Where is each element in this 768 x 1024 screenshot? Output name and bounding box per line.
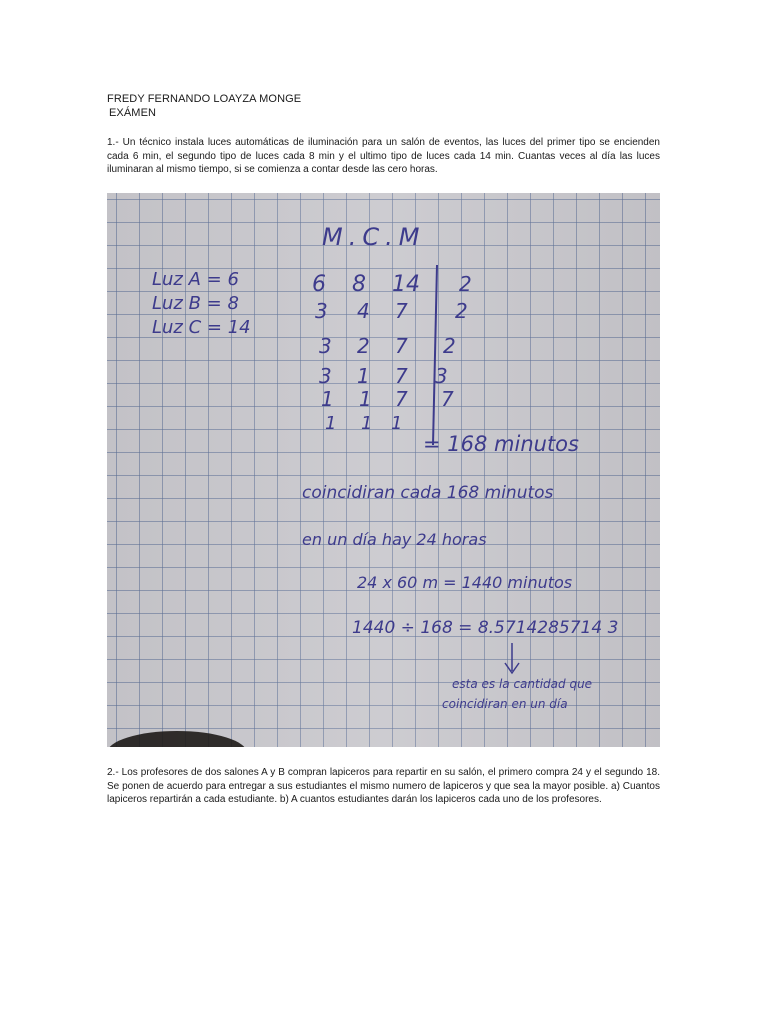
hw-cell: 14 — [392, 272, 420, 297]
student-name: FREDY FERNANDO LOAYZA MONGE — [107, 93, 302, 105]
hw-divisor: 2 — [443, 334, 456, 358]
hw-cell: 1 — [325, 413, 337, 434]
hw-light-c: Luz C = 14 — [152, 317, 251, 338]
hw-title: M.C.M — [322, 223, 426, 251]
hw-cell: 3 — [319, 334, 332, 358]
hw-result: = 168 minutos — [423, 432, 579, 456]
hw-cell: 7 — [395, 387, 408, 411]
hw-cell: 1 — [359, 387, 372, 411]
hw-cell: 1 — [361, 413, 373, 434]
hw-divisor: 3 — [435, 364, 448, 388]
thumb-shadow — [107, 731, 247, 747]
hw-line-2: en un día hay 24 horas — [302, 530, 487, 549]
hw-cell: 8 — [352, 272, 366, 297]
exam-title: EXÁMEN — [109, 107, 157, 119]
hw-cell: 4 — [357, 299, 370, 323]
hw-light-a: Luz A = 6 — [152, 269, 239, 290]
hw-divisor: 7 — [441, 387, 454, 411]
hw-divisor: 2 — [459, 272, 472, 296]
hw-cell: 6 — [312, 272, 326, 297]
hw-light-b: Luz B = 8 — [152, 293, 239, 314]
hw-line-4: 1440 ÷ 168 = 8.5714285714 3 — [352, 618, 619, 638]
hw-line-6: coincidiran en un día — [442, 697, 568, 711]
hw-cell: 3 — [319, 364, 332, 388]
hw-line-5: esta es la cantidad que — [452, 677, 593, 691]
handwritten-notes — [107, 193, 660, 747]
hw-line-1: coincidiran cada 168 minutos — [302, 483, 554, 503]
hw-cell: 2 — [357, 334, 370, 358]
handwritten-solution-photo — [107, 193, 660, 747]
hw-arrow — [505, 643, 519, 673]
question-1-text: 1.- Un técnico instala luces automáticas de iluminación para un salón de eventos, las luces del primer tipo se encienden cada 6 min, el segundo tipo de luces cada 8 min y el ultimo tipo de luces cada 14 min. Cuantas veces al día las luces iluminaran al mismo tiempo, si se comienza a contar desde las cero horas. — [107, 137, 660, 176]
hw-cell: 3 — [315, 299, 328, 323]
hw-cell: 7 — [395, 364, 408, 388]
hw-cell: 1 — [321, 387, 334, 411]
hw-table — [312, 265, 472, 445]
hw-cell: 1 — [357, 364, 370, 388]
question-2-text: 2.- Los profesores de dos salones A y B compran lapiceros para repartir en su salón, el primero compra 24 y el segundo 18. Se ponen de acuerdo para entregar a sus estudiantes el mismo numero de lapiceros y que sea la mayor posible. a) Cuantos lapiceros repartirán a cada estudiante. b) A cuantos estudiantes darán los lapiceros cada uno de los profesores. — [107, 767, 660, 806]
hw-divisor: 2 — [455, 299, 468, 323]
hw-cell: 7 — [395, 299, 408, 323]
hw-cell: 1 — [391, 413, 403, 434]
hw-line-3: 24 x 60 m = 1440 minutos — [357, 573, 573, 592]
hw-divider-line — [433, 265, 437, 445]
hw-cell: 7 — [395, 334, 408, 358]
